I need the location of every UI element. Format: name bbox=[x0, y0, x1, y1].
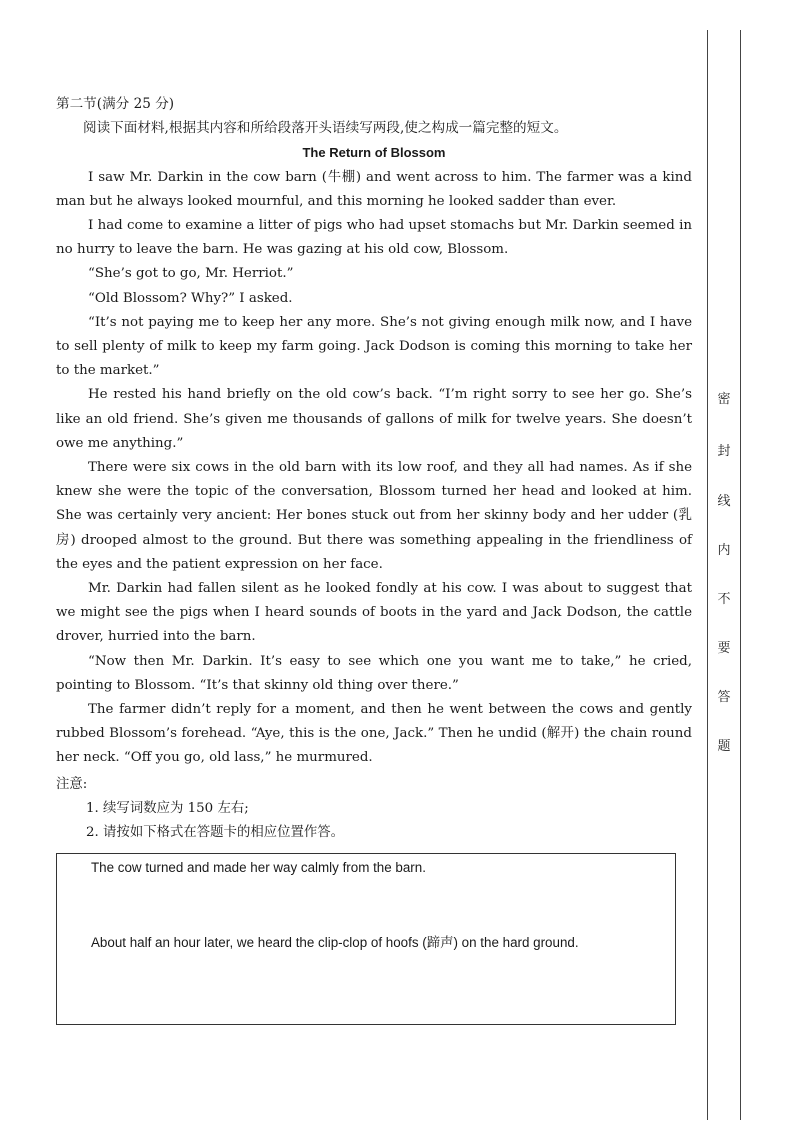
binding-char: 内 bbox=[717, 543, 731, 558]
story-paragraph: “It’s not paying me to keep her any more. She’s not giving enough milk now, and I have to sell plenty of milk to keep my farm going. Jack Dodson is coming this morning to take her to the market.” bbox=[56, 314, 692, 379]
story-paragraph: The farmer didn’t reply for a moment, and then he went between the cows and gently rubbed Blossom’s forehead. “Aye, this is the one, Jack.” Then he undid (解开) the chain round her neck. “Off you go, old lass,” he murmured. bbox=[56, 702, 692, 766]
binding-line-left bbox=[707, 30, 708, 1120]
story-title: The Return of Blossom bbox=[302, 145, 446, 161]
story-paragraph: Mr. Darkin had fallen silent as he looked fondly at his cow. I was about to suggest that we might see the pigs when I heard sounds of boots in the yard and Jack Dodson, the cattle drover, hurried into the barn. bbox=[56, 581, 692, 645]
story-body bbox=[56, 166, 692, 771]
binding-char: 封 bbox=[717, 444, 731, 459]
binding-char: 密 bbox=[717, 392, 731, 407]
binding-char: 不 bbox=[717, 592, 731, 607]
note-item: 2. 请按如下格式在答题卡的相应位置作答。 bbox=[86, 825, 345, 841]
story-paragraph: I saw Mr. Darkin in the cow barn (牛棚) and went across to him. The farmer was a kind man but he always looked mournful, and this morning he looked sadder than ever. bbox=[56, 169, 692, 209]
paragraph-opener-1: The cow turned and made her way calmly from the barn. bbox=[91, 860, 426, 875]
story-paragraph: “Old Blossom? Why?” I asked. bbox=[88, 290, 293, 306]
section-heading: 第二节(满分 25 分) bbox=[56, 96, 175, 112]
story-paragraph: There were six cows in the old barn with its low roof, and they all had names. As if she knew she were the topic of the conversation, Blossom turned her head and looked at him. She was certainly very ancient: Her bones stuck out from her skinny body and her udder (乳房) drooped almost to the ground. But there was something appealing in the friendliness of the eyes and the patient expression on her face. bbox=[56, 460, 692, 572]
exam-content bbox=[56, 92, 692, 845]
story-paragraph: He rested his hand briefly on the old cow’s back. “I’m right sorry to see her go. She’s like an old friend. She’s given me thousands of gallons of milk for twelve years. She doesn’t owe me anything.” bbox=[56, 387, 692, 451]
binding-char: 题 bbox=[717, 739, 731, 754]
binding-char: 答 bbox=[717, 690, 731, 705]
story-paragraph: I had come to examine a litter of pigs who had upset stomachs but Mr. Darkin seemed in no hurry to leave the barn. He was gazing at his old cow, Blossom. bbox=[56, 218, 692, 258]
binding-line-right bbox=[740, 30, 741, 1120]
note-item: 1. 续写词数应为 150 左右; bbox=[86, 800, 249, 816]
story-paragraph: “Now then Mr. Darkin. It’s easy to see which one you want me to take,” he cried, pointing to Blossom. “It’s that skinny old thing over there.” bbox=[56, 653, 692, 693]
binding-char: 要 bbox=[717, 641, 731, 656]
paragraph-opener-2: About half an hour later, we heard the clip-clop of hoofs (蹄声) on the hard ground. bbox=[91, 935, 579, 950]
story-paragraph: “She’s got to go, Mr. Herriot.” bbox=[88, 266, 294, 282]
binding-char: 线 bbox=[717, 494, 731, 509]
section-instruction: 阅读下面材料,根据其内容和所给段落开头语续写两段,使之构成一篇完整的短文。 bbox=[83, 120, 568, 137]
notes-label: 注意: bbox=[56, 776, 88, 792]
answer-format-box bbox=[56, 853, 676, 1025]
